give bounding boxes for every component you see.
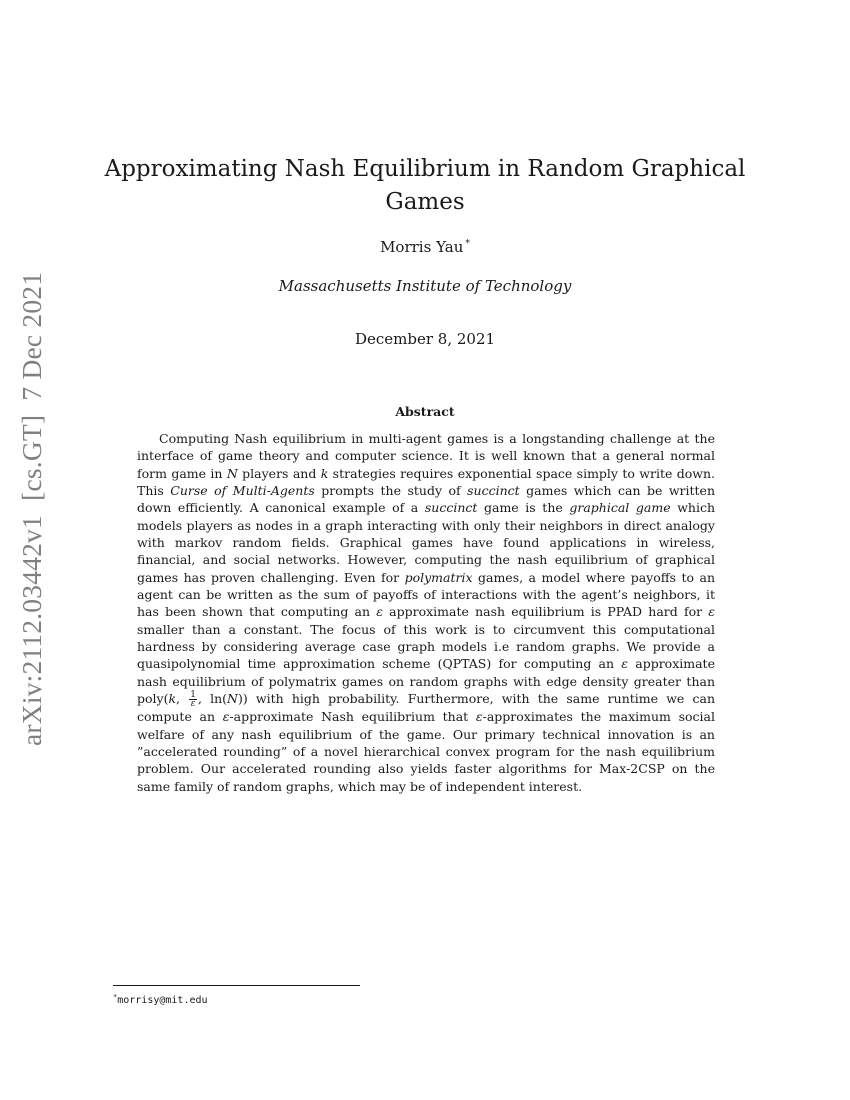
- footnote-mark: *: [113, 993, 118, 1001]
- abstract-text: prompts the study of: [314, 483, 468, 499]
- abstract-text: approximate nash equilibrium of polymatrix games on random graphs with edge density greater than poly(: [137, 656, 715, 707]
- emphasis: succinct: [467, 483, 520, 499]
- abstract-text: ,: [176, 691, 189, 707]
- math-symbol: ε: [621, 656, 629, 672]
- abstract-text: -approximate Nash equilibrium that: [229, 709, 476, 725]
- footnote: [113, 990, 208, 1008]
- emphasis: succinct: [424, 500, 478, 516]
- abstract-heading: Abstract: [395, 404, 455, 419]
- math-symbol: ε: [708, 604, 715, 620]
- footnote-divider: [113, 985, 360, 986]
- emphasis: graphical game: [569, 500, 671, 516]
- fraction-one-over-epsilon: [189, 691, 197, 708]
- abstract-text: strategies requires exponential space simply to write down. This: [137, 465, 716, 499]
- abstract-text: smaller than a constant. The focus of this work is to circumvent this computational hardness by considering average case graph models i.e random graphs. We provide a quasipolynomial time approximation scheme (QPTAS) for computing an: [137, 621, 715, 672]
- abstract-text: -approximates the maximum social welfare of any nash equilibrium of the game. Our primary technical innovation is an ”accelerated rounding” of a novel hierarchical convex program for the nash equilibrium problem. Our accelerated rounding also yields faster algorithms for Max-2CSP on the same family of random graphs, which may be of independent interest.: [137, 709, 715, 794]
- paper-title: Approximating Nash Equilibrium in Random Graphical Games: [104, 156, 746, 215]
- abstract-text: games which can be written down efficiently. A canonical example of a: [137, 483, 716, 516]
- affiliation: Massachusetts Institute of Technology: [278, 277, 572, 295]
- author-line: [0, 234, 850, 257]
- author-name: Morris Yau: [380, 238, 464, 256]
- math-symbol: N: [226, 465, 238, 481]
- fraction-numerator: 1: [190, 690, 196, 701]
- abstract-text: )) with high probability. Furthermore, with the same runtime we can compute an: [137, 691, 716, 725]
- abstract-body: [137, 430, 715, 795]
- abstract-text: Computing Nash equilibrium in multi-agent games is a longstanding challenge at the interface of game theory and computer science. It is well known that a general normal form game in: [137, 431, 715, 481]
- arxiv-identifier: arXiv:2112.03442v1 [cs.GT] 7 Dec 2021: [16, 271, 47, 746]
- abstract-text: players and: [237, 465, 321, 481]
- abstract-text: which models players as nodes in a graph interacting with only their neighbors in direct analogy with markov random fields. Graphical games have found applications in wireless, financial, and social networks. However, computing the nash equilibrium of graphical games has proven challenging. Even for: [137, 500, 716, 585]
- abstract-text: game is the: [477, 500, 570, 516]
- math-symbol: ε: [376, 604, 383, 620]
- abstract-text: , ln(: [197, 691, 228, 707]
- footnote-email[interactable]: morrisy@mit.edu: [117, 995, 208, 1006]
- abstract-text: games, a model where payoffs to an agent can be written as the sum of payoffs of interactions with the agent’s neighbors, it has been shown that computing an: [137, 569, 716, 620]
- math-symbol: N: [227, 691, 238, 707]
- math-symbol: k: [168, 691, 177, 707]
- math-symbol: ε: [475, 709, 483, 725]
- fraction-denominator: ε: [190, 699, 196, 710]
- math-symbol: ε: [222, 709, 230, 725]
- math-symbol: k: [320, 465, 329, 481]
- publication-date: December 8, 2021: [354, 330, 496, 348]
- emphasis: polymatrix: [404, 569, 473, 585]
- emphasis: Curse of Multi-Agents: [170, 483, 315, 499]
- abstract-text: approximate nash equilibrium is PPAD hard for: [382, 604, 709, 620]
- author-footnote-mark[interactable]: *: [465, 239, 470, 249]
